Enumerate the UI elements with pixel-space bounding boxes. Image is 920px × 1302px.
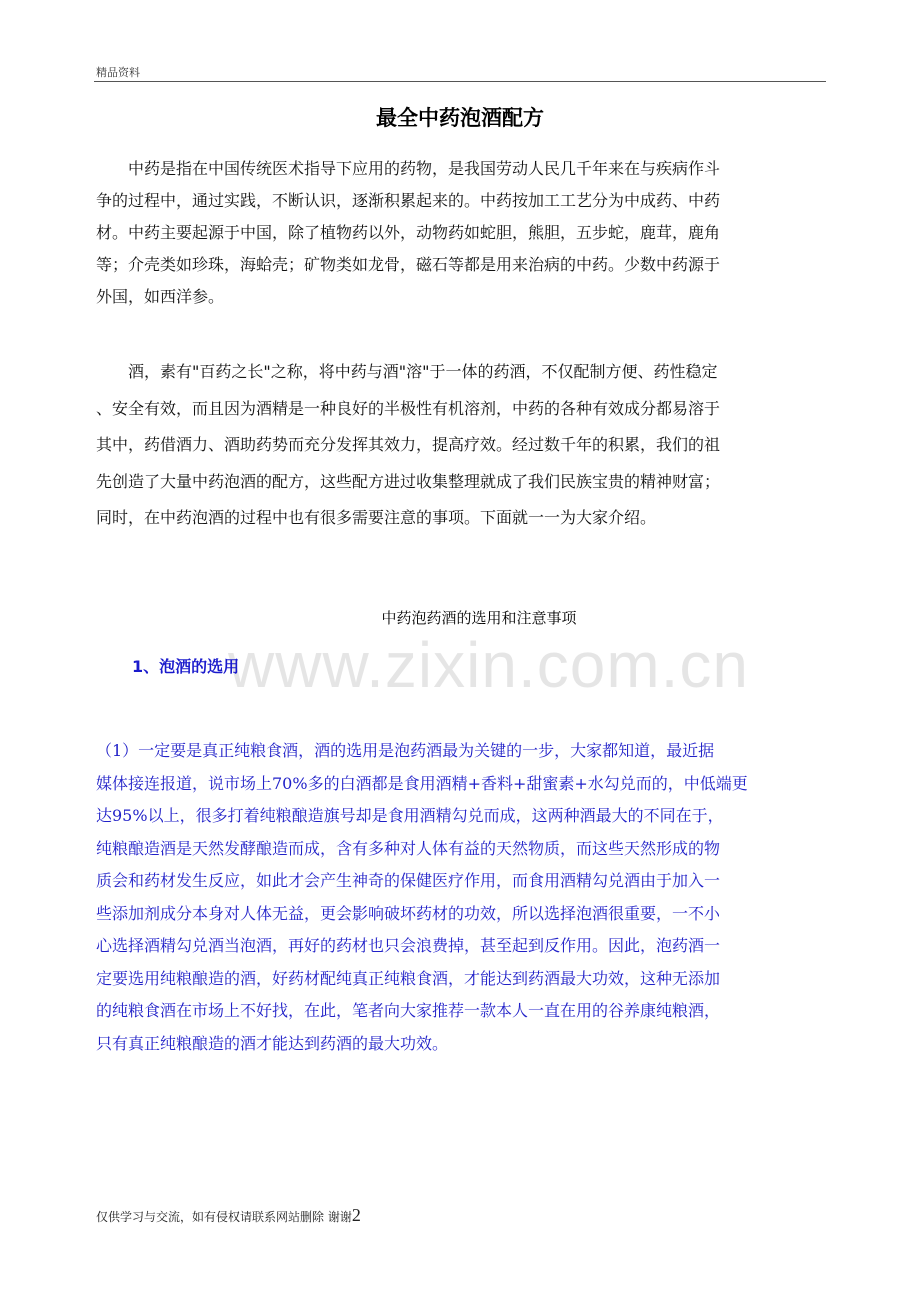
document-title: 最全中药泡酒配方 — [376, 106, 544, 130]
subheading: 1、泡酒的选用 — [132, 657, 240, 676]
header-label: 精品资料 — [96, 66, 140, 79]
paragraph-line: 酒，素有"百药之长"之称，将中药与酒"溶"于一体的药酒，不仅配制方便、药性稳定 — [128, 362, 718, 381]
paragraph-line: 心选择酒精勾兑酒当泡酒，再好的药材也只会浪费掉，甚至起到反作用。因此，泡药酒一 — [96, 936, 721, 955]
watermark: www.zixin.com.cn — [228, 629, 749, 701]
paragraph-line: 、安全有效，而且因为酒精是一种良好的半极性有机溶剂，中药的各种有效成分都易溶于 — [96, 398, 721, 418]
paragraph-line: 争的过程中，通过实践，不断认识，逐渐积累起来的。中药按加工工艺分为中成药、中药 — [96, 191, 721, 210]
paragraph-line: 其中，药借酒力、酒助药势而充分发挥其效力，提高疗效。经过数千年的积累，我们的祖 — [96, 435, 721, 454]
paragraph-line: 外国，如西洋参。 — [96, 287, 225, 306]
paragraph-line: 等；介壳类如珍珠，海蛤壳；矿物类如龙骨，磁石等都是用来治病的中药。少数中药源于 — [96, 255, 721, 274]
paragraph-line: （1）一定要是真正纯粮食酒，酒的选用是泡药酒最为关键的一步，大家都知道，最近据 — [96, 741, 715, 760]
paragraph-line: 先创造了大量中药泡酒的配方，这些配方进过收集整理就成了我们民族宝贵的精神财富； — [96, 471, 721, 491]
paragraph-line: 媒体接连报道，说市场上70%多的白酒都是食用酒精+香料+甜蜜素+水勾兑而的，中低端更 — [96, 773, 748, 793]
wine-paragraph — [96, 354, 828, 537]
paragraph-line: 质会和药材发生反应，如此才会产生神奇的保健医疗作用，而食用酒精勾兑酒由于加入一 — [96, 871, 721, 890]
paragraph-line: 纯粮酿造酒是天然发酵酿造而成，含有多种对人体有益的天然物质，而这些天然形成的物 — [96, 838, 721, 858]
footer — [96, 1205, 361, 1226]
paragraph-line: 材。中药主要起源于中国，除了植物药以外，动物药如蛇胆，熊胆，五步蛇，鹿茸，鹿角 — [96, 223, 721, 242]
paragraph-line: 些添加剂成分本身对人体无益，更会影响破坏药材的功效，所以选择泡酒很重要，一不小 — [96, 903, 721, 923]
paragraph-line: 达95%以上，很多打着纯粮酿造旗号却是食用酒精勾兑而成，这两种酒最大的不同在于， — [96, 806, 724, 825]
section-heading: 中药泡药酒的选用和注意事项 — [381, 609, 577, 627]
liquor-selection-paragraph — [96, 735, 822, 1060]
paragraph-line: 定要选用纯粮酿造的酒，好药材配纯真正纯粮食酒，才能达到药酒最大功效，这种无添加 — [96, 968, 721, 988]
intro-paragraph — [96, 153, 828, 313]
header-rule — [94, 81, 826, 82]
paragraph-line: 只有真正纯粮酿造的酒才能达到药酒的最大功效。 — [96, 1033, 449, 1053]
page-number: 2 — [351, 1205, 361, 1225]
paragraph-line: 同时，在中药泡酒的过程中也有很多需要注意的事项。下面就一一为大家介绍。 — [96, 508, 657, 527]
footer-text: 仅供学习与交流，如有侵权请联系网站删除 谢谢 — [96, 1210, 352, 1224]
paragraph-line: 的纯粮食酒在市场上不好找，在此，笔者向大家推荐一款本人一直在用的谷养康纯粮酒， — [96, 1001, 721, 1020]
paragraph-line: 中药是指在中国传统医术指导下应用的药物，是我国劳动人民几千年来在与疾病作斗 — [128, 159, 721, 178]
